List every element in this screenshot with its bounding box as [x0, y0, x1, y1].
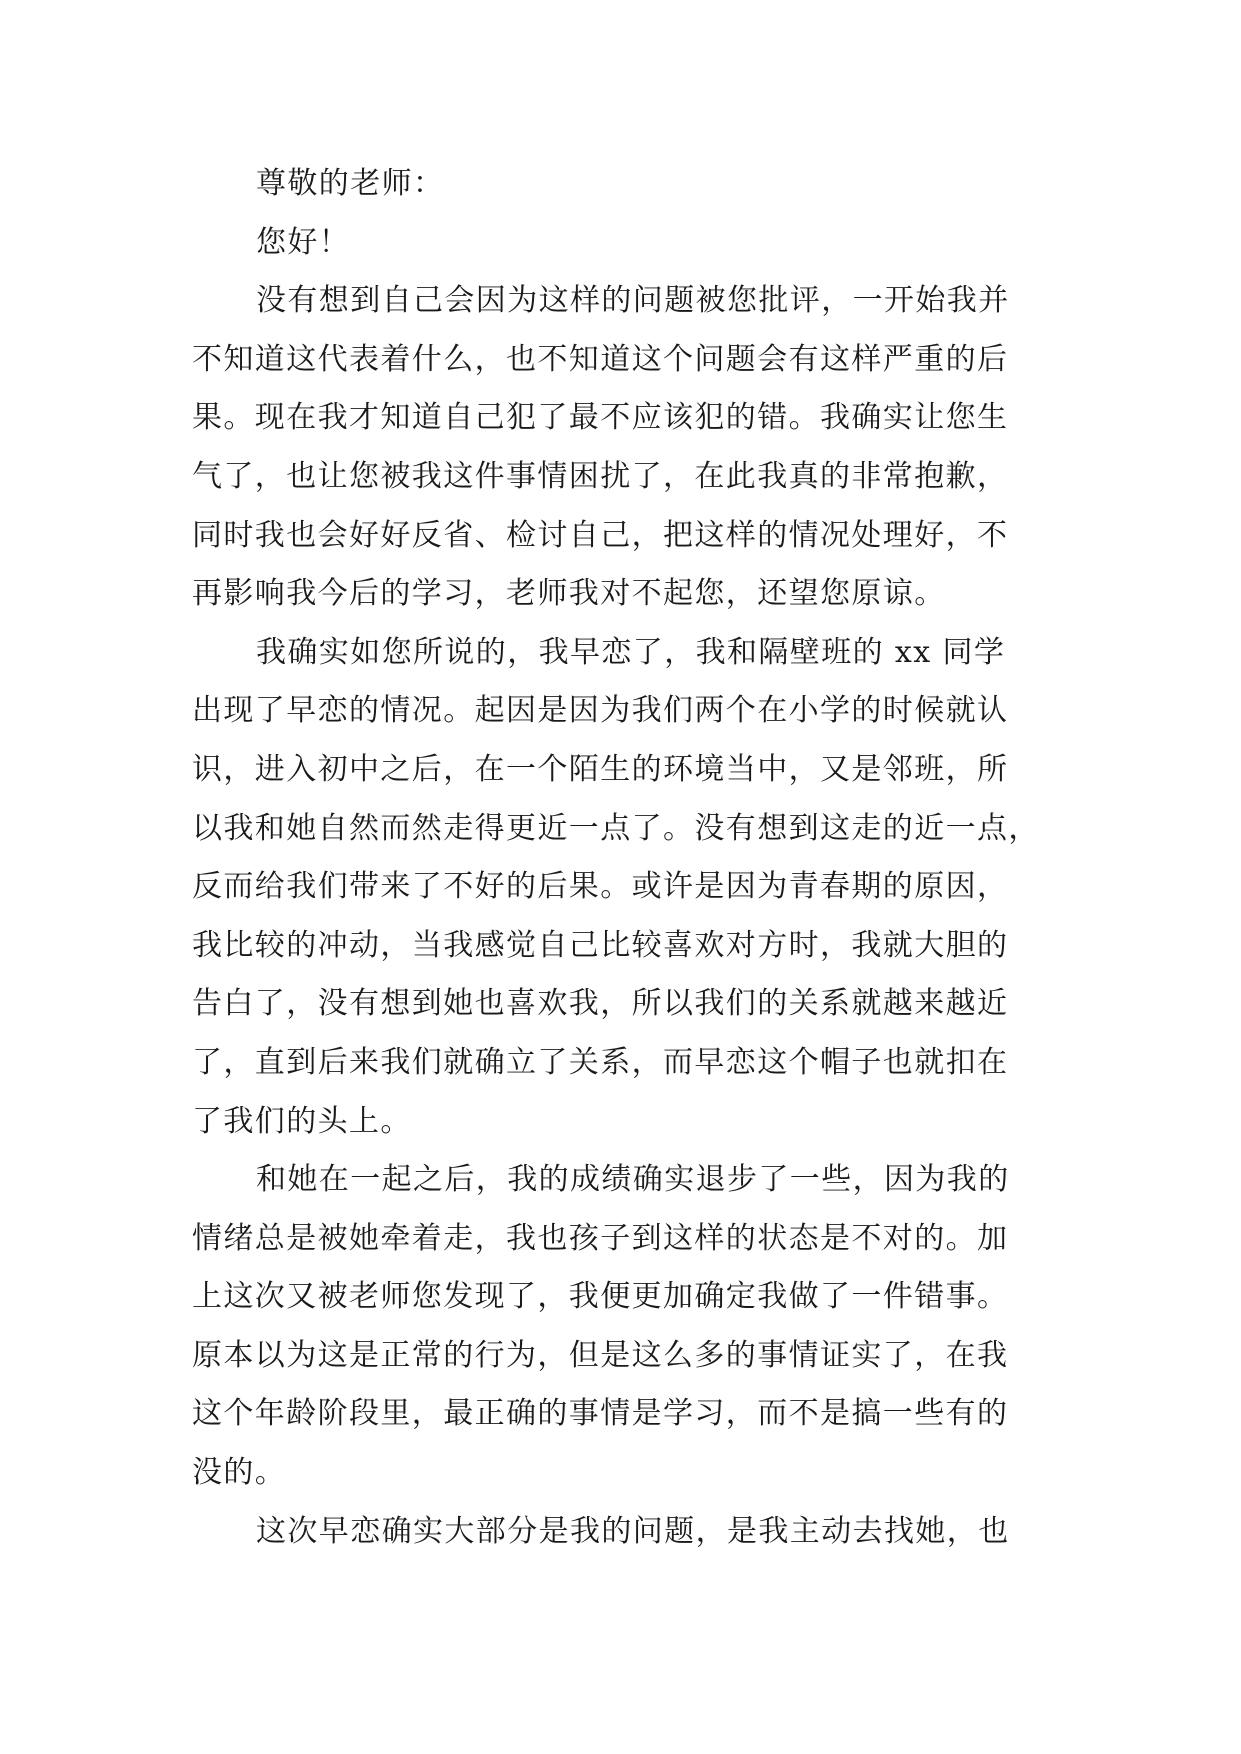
paragraph-line: 这个年龄阶段里，最正确的事情是学习，而不是搞一些有的	[192, 1396, 1009, 1432]
paragraph-line: 没有想到自己会因为这样的问题被您批评，一开始我并	[256, 283, 1010, 319]
paragraph-1	[192, 272, 1052, 624]
paragraph-line: 告白了，没有想到她也喜欢我，所以我们的关系就越来越近	[192, 986, 1009, 1022]
greeting: 您好！	[256, 224, 351, 260]
paragraph-2	[192, 624, 1052, 1151]
paragraph-3	[192, 1151, 1052, 1503]
paragraph-line: 气了，也让您被我这件事情困扰了，在此我真的非常抱歉，	[192, 458, 1009, 494]
paragraph-line: 和她在一起之后，我的成绩确实退步了一些，因为我的	[256, 1162, 1010, 1198]
paragraph-line: 出现了早恋的情况。起因是因为我们两个在小学的时候就认	[192, 693, 1009, 729]
salutation: 尊敬的老师：	[256, 166, 445, 201]
paragraph-line: 果。现在我才知道自己犯了最不应该犯的错。我确实让您生	[192, 400, 1009, 436]
letter-body	[192, 155, 1052, 1561]
paragraph-line: 反而给我们带来了不好的后果。或许是因为青春期的原因，	[192, 869, 1009, 905]
paragraph-line: 再影响我今后的学习，老师我对不起您，还望您原谅。	[192, 576, 946, 612]
paragraph-line: 上这次又被老师您发现了，我便更加确定我做了一件错事。	[192, 1279, 1009, 1315]
paragraph-4	[192, 1503, 1052, 1562]
paragraph-line: 了我们的头上。	[192, 1103, 412, 1139]
paragraph-line: 没的。	[192, 1455, 287, 1491]
paragraph-line: 我比较的冲动，当我感觉自己比较喜欢对方时，我就大胆的	[192, 927, 1009, 963]
paragraph-line: 以我和她自然而然走得更近一点了。没有想到这走的近一点，	[192, 810, 1040, 846]
paragraph-line: 这次早恋确实大部分是我的问题，是我主动去找她，也	[256, 1513, 1010, 1549]
paragraph-line: 识，进入初中之后，在一个陌生的环境当中，又是邻班，所	[192, 751, 1009, 787]
paragraph-line: 了，直到后来我们就确立了关系，而早恋这个帽子也就扣在	[192, 1044, 1009, 1080]
paragraph-line: 我确实如您所说的，我早恋了，我和隔壁班的 xx 同学	[256, 634, 1006, 670]
paragraph-line: 原本以为这是正常的行为，但是这么多的事情证实了，在我	[192, 1337, 1009, 1373]
paragraph-line: 不知道这代表着什么，也不知道这个问题会有这样严重的后	[192, 341, 1009, 377]
paragraph-line: 情绪总是被她牵着走，我也孩子到这样的状态是不对的。加	[192, 1220, 1009, 1256]
paragraph-line: 同时我也会好好反省、检讨自己，把这样的情况处理好，不	[192, 517, 1009, 553]
